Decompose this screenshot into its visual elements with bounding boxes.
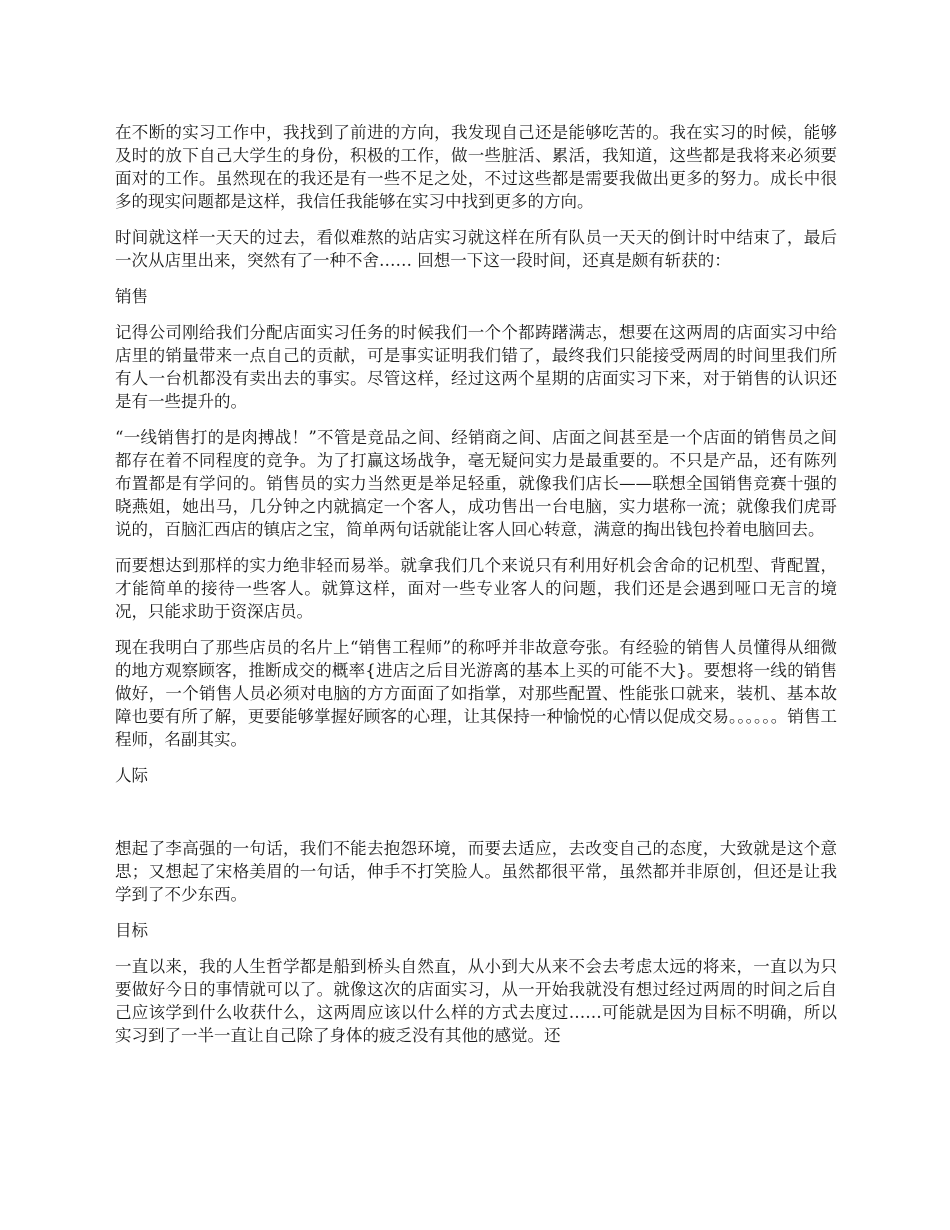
paragraph: “一线销售打的是肉搏战！”不管是竞品之间、经销商之间、店面之间甚至是一个店面的销售员之间都存在着不同程度的竞争。为了打赢这场战争，毫无疑问实力是最重要的。不只是产品，还有陈列布置都是有学问的。销售员的实力当然更是举足轻重，就像我们店长——联想全国销售竞赛十强的晓燕姐，她出马，几分钟之内就搞定一个客人，成功售出一台电脑，实力堪称一流；就像我们虎哥说的，百脑汇西店的镇店之宝，简单两句话就能让客人回心转意，满意的掏出钱包拎着电脑回去。 — [115, 428, 837, 539]
paragraph: 现在我明白了那些店员的名片上“销售工程师”的称呼并非故意夸张。有经验的销售人员懂得从细微的地方观察顾客，推断成交的概率{进店之后目光游离的基本上买的可能不大}。要想将一线的销售做好，一个销售人员必须对电脑的方方面面了如指掌，对那些配置、性能张口就来，装机、基本故障也要有所了解，更要能够掌握好顾客的心理，让其保持一种愉悦的心情以促成交易。。。。。。销售工程师，名副其实。 — [115, 638, 837, 749]
paragraph: 记得公司刚给我们分配店面实习任务的时候我们一个个都踌躇满志，想要在这两周的店面实习中给店里的销量带来一点自己的贡献，可是事实证明我们错了，最终我们只能接受两周的时间里我们所有人一台机都没有卖出去的事实。尽管这样，经过这两个星期的店面实习下来，对于销售的认识还是有一些提升的。 — [115, 323, 837, 411]
section-heading-sales: 销售 — [115, 287, 148, 306]
paragraph: 而要想达到那样的实力绝非轻而易举。就拿我们几个来说只有利用好机会舍命的记机型、背配置，才能简单的接待一些客人。就算这样，面对一些专业客人的问题，我们还是会遇到哑口无言的境况，只能求助于资深店员。 — [115, 556, 837, 621]
section-heading-people: 人际 — [115, 766, 148, 785]
document-body — [115, 121, 837, 1060]
paragraph: 时间就这样一天天的过去，看似难熬的站店实习就这样在所有队员一天天的倒计时中结束了，最后一次从店里出来，突然有了一种不舍…… 回想一下这一段时间，还真是颇有斩获的： — [115, 228, 837, 270]
blank-space — [115, 800, 837, 837]
section-heading-goal: 目标 — [115, 921, 148, 940]
paragraph: 想起了李高强的一句话，我们不能去抱怨环境，而要去适应，去改变自己的态度，大致就是这个意思；又想起了宋格美眉的一句话，伸手不打笑脸人。虽然都很平常，虽然都并非原创，但还是让我学到了不少东西。 — [115, 839, 837, 904]
paragraph: 一直以来，我的人生哲学都是船到桥头自然直，从小到大从来不会去考虑太远的将来，一直以为只要做好今日的事情就可以了。就像这次的店面实习，从一开始我就没有想过经过两周的时间之后自己应该学到什么收获什么，这两周应该以什么样的方式去度过……可能就是因为目标不明确，所以实习到了一半一直让自己除了身体的疲乏没有其他的感觉。还 — [115, 957, 837, 1045]
paragraph: 在不断的实习工作中，我找到了前进的方向，我发现自己还是能够吃苦的。我在实习的时候，能够及时的放下自己大学生的身份，积极的工作，做一些脏活、累活，我知道，这些都是我将来必须要面对的工作。虽然现在的我还是有一些不足之处，不过这些都是需要我做出更多的努力。成长中很多的现实问题都是这样，我信任我能够在实习中找到更多的方向。 — [115, 123, 837, 211]
